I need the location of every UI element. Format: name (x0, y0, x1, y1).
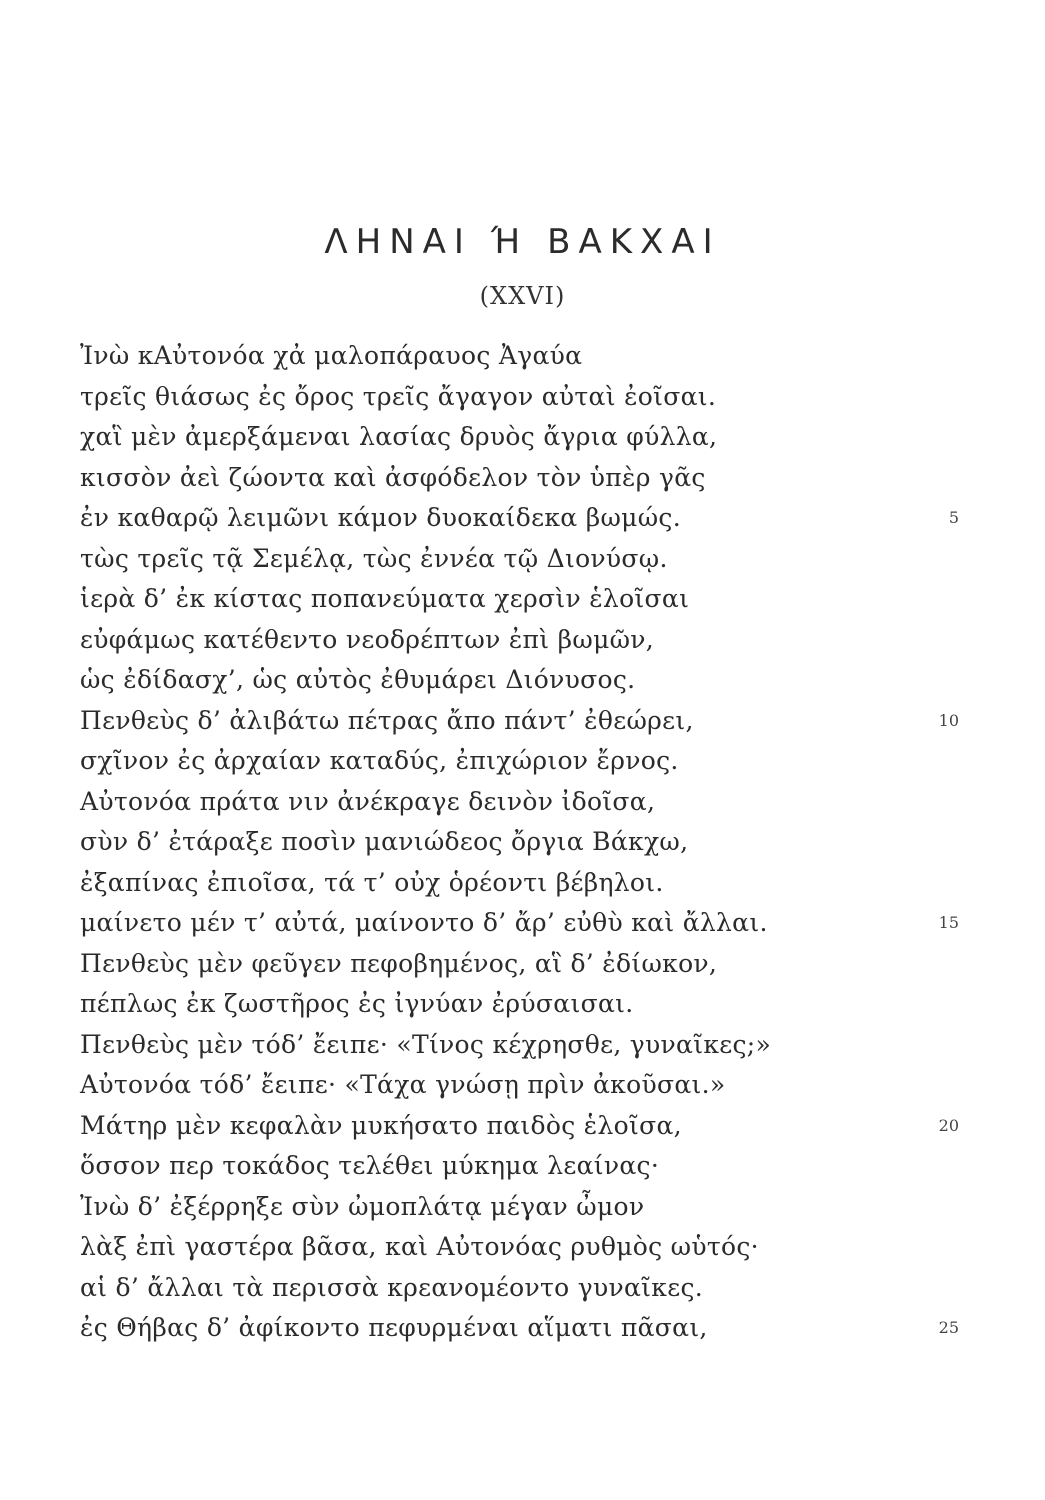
verse-text: λὰξ ἐπὶ γαστέρα βᾶσα, καὶ Αὐτονόας ρυθμὸς ωὑτός· (80, 1232, 759, 1261)
verse-line (0, 1227, 1045, 1268)
verse-line (0, 498, 1045, 539)
verse-text: τὼς τρεῖς τᾷ Σεμέλᾳ, τὼς ἐννέα τῷ Διονύσῳ. (80, 543, 668, 573)
verse-line (0, 741, 1045, 782)
poem-body (0, 336, 1045, 1349)
line-number: 10 (938, 710, 959, 730)
verse-text: ἱερὰ δ’ ἐκ κίστας ποπανεύματα χερσὶν ἑλοῖσαι (80, 584, 690, 613)
verse-text: Ἰνὼ δ’ ἐξέρρηξε σὺν ὠμοπλάτᾳ μέγαν ὦμον (80, 1191, 645, 1221)
line-number: 5 (948, 508, 959, 527)
verse-text: Πενθεὺς δ’ ἀλιβάτω πέτρας ἄπο πάντ’ ἐθεώρει, (80, 705, 694, 735)
line-number: 25 (938, 1318, 959, 1337)
verse-text: ὡς ἐδίδασχ’, ὡς αὐτὸς ἐθυμάρει Διόνυσος. (80, 665, 636, 694)
verse-text: Αὐτονόα πράτα νιν ἀνέκραγε δεινὸν ἰδοῖσα, (80, 786, 656, 816)
verse-line (0, 1106, 1045, 1147)
verse-text: τρεῖς θιάσως ἐς ὄρος τρεῖς ἄγαγον αὐταὶ ἐοῖσαι. (80, 381, 717, 411)
verse-line (0, 336, 1045, 377)
verse-text: ἐν καθαρῷ λειμῶνι κάμον δυοκαίδεκα βωμώς. (80, 503, 681, 532)
verse-text: μαίνετο μέν τ’ αὐτά, μαίνοντο δ’ ἄρ’ εὐθὺ καὶ ἄλλαι. (80, 908, 768, 937)
verse-line (0, 579, 1045, 620)
verse-line (0, 701, 1045, 742)
verse-line (0, 377, 1045, 418)
verse-line (0, 539, 1045, 580)
verse-line (0, 1065, 1045, 1106)
verse-line (0, 863, 1045, 904)
verse-line (0, 903, 1045, 944)
verse-line (0, 1268, 1045, 1309)
verse-text: αἱ δ’ ἄλλαι τὰ περισσὰ κρεανομέοντο γυναῖκες. (80, 1272, 704, 1302)
verse-text: Ἰνὼ κΑὐτονόα χἀ μαλοπάραυος Ἀγαύα (80, 341, 583, 370)
verse-line (0, 660, 1045, 701)
verse-text: σχῖνον ἐς ἀρχαίαν καταδύς, ἐπιχώριον ἔρνος. (80, 746, 679, 775)
verse-text: κισσὸν ἀεὶ ζώοντα καὶ ἀσφόδελον τὸν ὑπὲρ γᾶς (80, 462, 706, 492)
verse-line (0, 417, 1045, 458)
verse-line (0, 1308, 1045, 1349)
verse-text: ὅσσον περ τοκάδος τελέθει μύκημα λεαίνας· (80, 1151, 660, 1180)
verse-line (0, 1146, 1045, 1187)
verse-text: Πενθεὺς μὲν τόδ’ ἔειπε· «Τίνος κέχρησθε, γυναῖκες;» (80, 1029, 772, 1059)
verse-text: εὐφάμως κατέθεντο νεοδρέπτων ἐπὶ βωμῶν, (80, 624, 655, 654)
verse-line (0, 620, 1045, 661)
verse-text: Πενθεὺς μὲν φεῦγεν πεφοβημένος, αἳ δ’ ἐδίωκον, (80, 948, 718, 978)
verse-line (0, 984, 1045, 1025)
poem-title: ΛΗΝΑΙ Ή ΒΑΚΧΑΙ (324, 222, 721, 262)
verse-line (0, 782, 1045, 823)
verse-line (0, 822, 1045, 863)
verse-text: πέπλως ἐκ ζωστῆρος ἐς ἰγνύαν ἐρύσαισαι. (80, 989, 634, 1018)
verse-text: ἐς Θήβας δ’ ἀφίκοντο πεφυρμέναι αἵματι πᾶσαι, (80, 1313, 708, 1342)
line-number: 20 (938, 1115, 959, 1135)
verse-text: χαἳ μὲν ἀμερξάμεναι λασίας δρυὸς ἄγρια φύλλα, (80, 422, 718, 451)
verse-line (0, 1187, 1045, 1228)
line-number: 15 (938, 913, 959, 932)
poem-number: (XXVI) (479, 282, 566, 310)
verse-line (0, 458, 1045, 499)
verse-line (0, 944, 1045, 985)
verse-text: Αὐτονόα τόδ’ ἔειπε· «Τάχα γνώσῃ πρὶν ἀκοῦσαι.» (80, 1070, 726, 1099)
verse-text: ἐξαπίνας ἐπιοῖσα, τά τ’ οὐχ ὁρέοντι βέβηλοι. (80, 867, 664, 897)
verse-text: σὺν δ’ ἐτάραξε ποσὶν μανιώδεος ὄργια Βάκχω, (80, 827, 689, 856)
verse-text: Μάτηρ μὲν κεφαλὰν μυκήσατο παιδὸς ἑλοῖσα, (80, 1110, 682, 1140)
verse-line (0, 1025, 1045, 1066)
